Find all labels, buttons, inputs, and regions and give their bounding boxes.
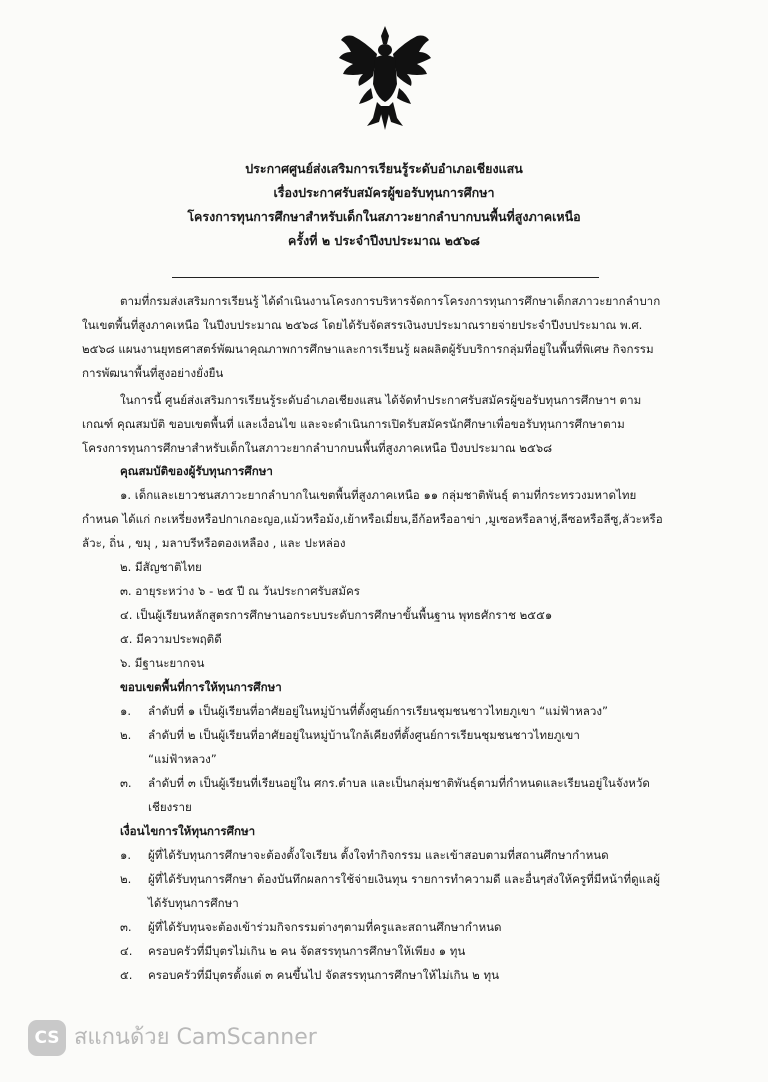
camscanner-logo: CS: [28, 1020, 66, 1056]
intro-p2-line1: ในการนี้ ศูนย์ส่งเสริมการเรียนรู้ระดับอำเภอเชียงแสน ได้จัดทำประกาศรับสมัครผู้ขอรับทุนการศึกษาฯ ตาม: [120, 393, 642, 407]
garuda-emblem-icon: [335, 22, 435, 132]
intro-p1-line1: ตามที่กรมส่งเสริมการเรียนรู้ ได้ดำเนินงานโครงการบริหารจัดการโครงการทุนการศึกษาเด็กสภาวะยากลำบาก: [120, 294, 661, 308]
qualification-4: ๔. เป็นผู้เรียนหลักสูตรการศึกษานอกระบบระดับการศึกษาขั้นพื้นฐาน พุทธศักราช ๒๕๕๑: [120, 608, 553, 622]
intro-p1-line4: การพัฒนาพื้นที่สูงอย่างยั่งยืน: [82, 366, 224, 380]
qualification-1-line3: ลัวะ, ถิ่น , ขมุ , มลาบรีหรือตองเหลือง , และ ปะหล่อง: [82, 536, 346, 550]
camscanner-text: สแกนด้วย CamScanner: [74, 1025, 317, 1050]
qualification-3: ๓. อายุระหว่าง ๖ - ๒๕ ปี ณ วันประกาศรับสมัคร: [120, 584, 360, 598]
conditions-heading: เงื่อนไขการให้ทุนการศึกษา: [120, 824, 256, 838]
scope-2-text-line2: “แม่ฟ้าหลวง”: [148, 752, 217, 766]
intro-p2-line3: โครงการทุนการศึกษาสำหรับเด็กในสภาวะยากลำบากบนพื้นที่สูงภาคเหนือ ปีงบประมาณ ๒๕๖๘: [82, 441, 553, 455]
announcement-subject: เรื่องประกาศรับสมัครผู้ขอรับทุนการศึกษา: [273, 185, 495, 200]
scope-2-number: ๒.: [120, 728, 132, 742]
scope-1-text: ลำดับที่ ๑ เป็นผู้เรียนที่อาศัยอยู่ในหมู่บ้านที่ตั้งศูนย์การเรียนชุมชนชาวไทยภูเขา “แม่ฟ้าหลวง”: [148, 704, 609, 718]
qualification-2: ๒. มีสัญชาติไทย: [120, 560, 202, 574]
scope-2-text-line1: ลำดับที่ ๒ เป็นผู้เรียนที่อาศัยอยู่ในหมู่บ้านใกล้เคียงที่ตั้งศูนย์การเรียนชุมชนชาวไทยภูเขา: [148, 728, 580, 742]
condition-1-text: ผู้ที่ได้รับทุนการศึกษาจะต้องตั้งใจเรียน ตั้งใจทำกิจกรรม และเข้าสอบตามที่สถานศึกษากำหนด: [148, 848, 609, 862]
qualifications-heading: คุณสมบัติของผู้รับทุนการศึกษา: [120, 464, 273, 478]
qualification-6: ๖. มีฐานะยากจน: [120, 656, 205, 670]
intro-p2-line2: เกณฑ์ คุณสมบัติ ขอบเขตพื้นที่ และเงื่อนไข และจะดำเนินการเปิดรับสมัครนักศึกษาเพื่อขอรับทุนการศึกษาตาม: [82, 417, 625, 431]
condition-5-text: ครอบครัวที่มีบุตรตั้งแต่ ๓ คนขึ้นไป จัดสรรทุนการศึกษาให้ไม่เกิน ๒ ทุน: [148, 968, 500, 982]
announcement-title: ประกาศศูนย์ส่งเสริมการเรียนรู้ระดับอำเภอเชียงแสน: [245, 161, 523, 176]
condition-2-number: ๒.: [120, 872, 132, 886]
condition-4-text: ครอบครัวที่มีบุตรไม่เกิน ๒ คน จัดสรรทุนการศึกษาให้เพียง ๑ ทุน: [148, 944, 466, 958]
intro-p1-line2: ในเขตพื้นที่สูงภาคเหนือ ในปีงบประมาณ ๒๕๖๘ โดยได้รับจัดสรรเงินงบประมาณรายจ่ายประจำปีงบประมาณ พ.ศ.: [82, 318, 643, 332]
scope-1-number: ๑.: [120, 704, 132, 718]
project-name: โครงการทุนการศึกษาสำหรับเด็กในสภาวะยากลำบากบนพื้นที่สูงภาคเหนือ: [187, 209, 581, 224]
intro-p1-line3: ๒๕๖๘ แผนงานยุทธศาสตร์พัฒนาคุณภาพการศึกษาและการเรียนรู้ ผลผลิตผู้รับบริการกลุ่มที่อยู่ในพื้นที่พิเศษ กิจกรรม: [82, 342, 654, 356]
condition-1-number: ๑.: [120, 848, 132, 862]
condition-5-number: ๕.: [120, 968, 133, 982]
scope-3-number: ๓.: [120, 776, 132, 790]
condition-3-number: ๓.: [120, 920, 132, 934]
qualification-1-line2: กำหนด ได้แก่ กะเหรี่ยงหรือปกาเกอะญอ,แม้วหรือม้ง,เย้าหรือเมี่ยน,อีก้อหรืออาข่า ,มูเซอหรือลาหู่,ลีซอหรือลีซู,ลัวะหรือ: [82, 512, 663, 526]
condition-2-text-line2: ได้รับทุนการศึกษา: [148, 896, 239, 910]
qualification-5: ๕. มีความประพฤติดี: [120, 632, 222, 646]
header-divider: [172, 277, 599, 278]
condition-4-number: ๔.: [120, 944, 133, 958]
scope-heading: ขอบเขตพื้นที่การให้ทุนการศึกษา: [120, 680, 282, 694]
scope-3-text-line2: เชียงราย: [148, 800, 192, 814]
scope-3-text-line1: ลำดับที่ ๓ เป็นผู้เรียนที่เรียนอยู่ใน ศกร.ตำบล และเป็นกลุ่มชาติพันธุ์ตามที่กำหนดและเรียนอยู่ในจังหวัด: [148, 776, 650, 790]
condition-3-text: ผู้ที่ได้รับทุนจะต้องเข้าร่วมกิจกรรมต่างๆตามที่ครูและสถานศึกษากำหนด: [148, 920, 502, 934]
round-and-fiscal-year: ครั้งที่ ๒ ประจำปีงบประมาณ ๒๕๖๘: [288, 233, 480, 248]
condition-2-text-line1: ผู้ที่ได้รับทุนการศึกษา ต้องบันทึกผลการใช้จ่ายเงินทุน รายการทำความดี และอื่นๆส่งให้ครูที่มีหน้าที่ดูแลผู้: [148, 872, 661, 886]
qualification-1-line1: ๑. เด็กและเยาวชนสภาวะยากลำบากในเขตพื้นที่สูงภาคเหนือ ๑๑ กลุ่มชาติพันธุ์ ตามที่กระทรวงมหาดไทย: [120, 488, 637, 502]
